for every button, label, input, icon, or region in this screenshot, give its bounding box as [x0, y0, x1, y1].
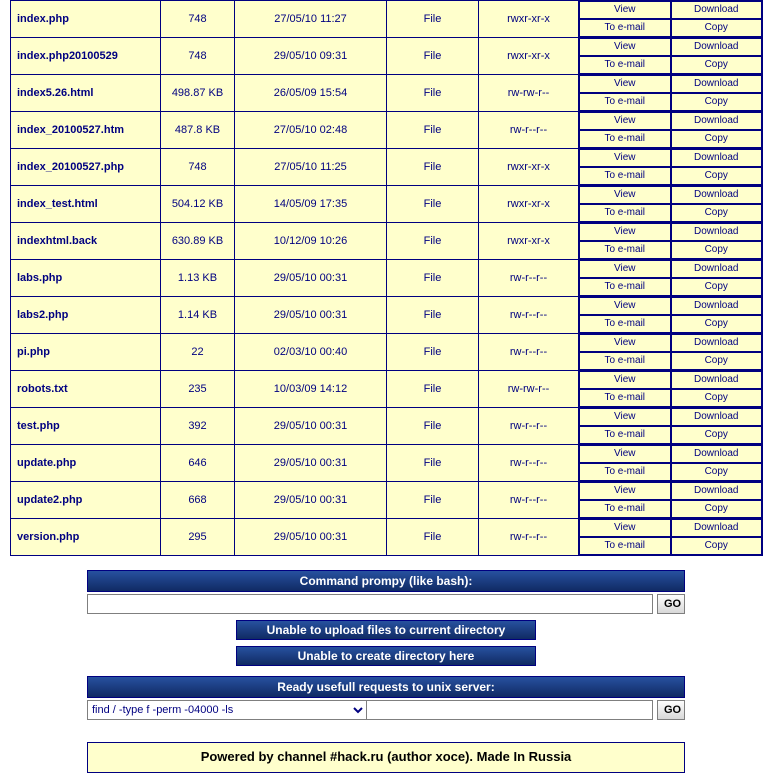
to-email-button[interactable]: To e-mail: [579, 130, 671, 148]
file-actions-cell: [579, 112, 763, 149]
download-button[interactable]: Download: [671, 1, 763, 19]
file-type-cell: File: [387, 1, 479, 38]
file-date-cell: 29/05/10 00:31: [235, 519, 387, 556]
copy-button[interactable]: Copy: [671, 389, 763, 407]
download-button[interactable]: Download: [671, 260, 763, 278]
to-email-button[interactable]: To e-mail: [579, 278, 671, 296]
file-perm-cell: rw-rw-r--: [479, 75, 579, 112]
view-button[interactable]: View: [579, 186, 671, 204]
command-go-button[interactable]: GO: [657, 594, 685, 614]
copy-button[interactable]: Copy: [671, 56, 763, 74]
file-date-cell: 29/05/10 00:31: [235, 297, 387, 334]
table-row: [11, 149, 763, 186]
file-actions-cell: [579, 223, 763, 260]
view-button[interactable]: View: [579, 408, 671, 426]
file-date-cell: 29/05/10 00:31: [235, 445, 387, 482]
file-size-cell: 504.12 KB: [161, 186, 235, 223]
ready-requests-row: [87, 700, 685, 720]
download-button[interactable]: Download: [671, 112, 763, 130]
table-row: [11, 38, 763, 75]
view-button[interactable]: View: [579, 482, 671, 500]
copy-button[interactable]: Copy: [671, 19, 763, 37]
file-name-cell[interactable]: pi.php: [11, 334, 161, 371]
file-perm-cell: rw-r--r--: [479, 297, 579, 334]
file-size-cell: 668: [161, 482, 235, 519]
file-type-cell: File: [387, 408, 479, 445]
file-name-cell[interactable]: labs2.php: [11, 297, 161, 334]
view-button[interactable]: View: [579, 223, 671, 241]
file-actions-cell: [579, 260, 763, 297]
to-email-button[interactable]: To e-mail: [579, 500, 671, 518]
file-actions-cell: [579, 38, 763, 75]
view-button[interactable]: View: [579, 112, 671, 130]
file-type-cell: File: [387, 519, 479, 556]
file-size-cell: 235: [161, 371, 235, 408]
table-row: [11, 482, 763, 519]
file-perm-cell: rw-r--r--: [479, 445, 579, 482]
download-button[interactable]: Download: [671, 519, 763, 537]
file-size-cell: 1.13 KB: [161, 260, 235, 297]
command-prompt-block: [87, 570, 685, 614]
to-email-button[interactable]: To e-mail: [579, 537, 671, 555]
file-type-cell: File: [387, 445, 479, 482]
copy-button[interactable]: Copy: [671, 426, 763, 444]
to-email-button[interactable]: To e-mail: [579, 315, 671, 333]
view-button[interactable]: View: [579, 260, 671, 278]
file-perm-cell: rw-rw-r--: [479, 371, 579, 408]
command-input[interactable]: [87, 594, 653, 614]
to-email-button[interactable]: To e-mail: [579, 19, 671, 37]
file-size-cell: 22: [161, 334, 235, 371]
tools-panel: [0, 570, 772, 773]
file-perm-cell: rwxr-xr-x: [479, 223, 579, 260]
file-perm-cell: rw-r--r--: [479, 519, 579, 556]
file-listing-table: [10, 0, 763, 556]
file-size-cell: 392: [161, 408, 235, 445]
download-button[interactable]: Download: [671, 445, 763, 463]
file-listing-body: [11, 1, 763, 556]
file-date-cell: 27/05/10 11:27: [235, 1, 387, 38]
file-date-cell: 10/12/09 10:26: [235, 223, 387, 260]
download-button[interactable]: Download: [671, 149, 763, 167]
file-actions-cell: [579, 75, 763, 112]
copy-button[interactable]: Copy: [671, 537, 763, 555]
file-actions-cell: [579, 1, 763, 38]
file-date-cell: 14/05/09 17:35: [235, 186, 387, 223]
ready-requests-title: Ready usefull requests to unix server:: [87, 676, 685, 698]
file-perm-cell: rw-r--r--: [479, 260, 579, 297]
file-name-cell[interactable]: index_20100527.php: [11, 149, 161, 186]
to-email-button[interactable]: To e-mail: [579, 241, 671, 259]
file-actions-cell: [579, 186, 763, 223]
table-row: [11, 371, 763, 408]
table-row: [11, 334, 763, 371]
copy-button[interactable]: Copy: [671, 167, 763, 185]
file-name-cell[interactable]: index_20100527.htm: [11, 112, 161, 149]
file-size-cell: 748: [161, 149, 235, 186]
file-date-cell: 02/03/10 00:40: [235, 334, 387, 371]
file-size-cell: 748: [161, 38, 235, 75]
to-email-button[interactable]: To e-mail: [579, 389, 671, 407]
file-type-cell: File: [387, 260, 479, 297]
file-type-cell: File: [387, 482, 479, 519]
file-type-cell: File: [387, 223, 479, 260]
table-row: [11, 297, 763, 334]
upload-unavailable-notice: Unable to upload files to current directory: [236, 620, 536, 640]
file-date-cell: 26/05/09 15:54: [235, 75, 387, 112]
file-perm-cell: rw-r--r--: [479, 334, 579, 371]
file-actions-cell: [579, 408, 763, 445]
file-type-cell: File: [387, 38, 479, 75]
view-button[interactable]: View: [579, 445, 671, 463]
file-name-cell[interactable]: robots.txt: [11, 371, 161, 408]
file-name-cell[interactable]: version.php: [11, 519, 161, 556]
file-date-cell: 27/05/10 02:48: [235, 112, 387, 149]
table-row: [11, 186, 763, 223]
table-row: [11, 223, 763, 260]
to-email-button[interactable]: To e-mail: [579, 352, 671, 370]
copy-button[interactable]: Copy: [671, 352, 763, 370]
file-date-cell: 29/05/10 00:31: [235, 482, 387, 519]
file-type-cell: File: [387, 186, 479, 223]
file-size-cell: 498.87 KB: [161, 75, 235, 112]
file-size-cell: 295: [161, 519, 235, 556]
to-email-button[interactable]: To e-mail: [579, 463, 671, 481]
mkdir-unavailable-notice: Unable to create directory here: [236, 646, 536, 666]
view-button[interactable]: View: [579, 519, 671, 537]
copy-button[interactable]: Copy: [671, 93, 763, 111]
ready-requests-go-button[interactable]: GO: [657, 700, 685, 720]
table-row: [11, 408, 763, 445]
file-type-cell: File: [387, 112, 479, 149]
copy-button[interactable]: Copy: [671, 278, 763, 296]
file-perm-cell: rwxr-xr-x: [479, 186, 579, 223]
download-button[interactable]: Download: [671, 38, 763, 56]
file-type-cell: File: [387, 334, 479, 371]
file-size-cell: 487.8 KB: [161, 112, 235, 149]
command-prompt-title: Command prompy (like bash):: [87, 570, 685, 592]
ready-requests-spacer: [367, 700, 653, 720]
copy-button[interactable]: Copy: [671, 315, 763, 333]
to-email-button[interactable]: To e-mail: [579, 204, 671, 222]
file-actions-cell: [579, 334, 763, 371]
view-button[interactable]: View: [579, 371, 671, 389]
file-actions-cell: [579, 371, 763, 408]
file-name-cell[interactable]: index_test.html: [11, 186, 161, 223]
file-perm-cell: rwxr-xr-x: [479, 149, 579, 186]
copy-button[interactable]: Copy: [671, 130, 763, 148]
view-button[interactable]: View: [579, 149, 671, 167]
file-date-cell: 10/03/09 14:12: [235, 371, 387, 408]
download-button[interactable]: Download: [671, 334, 763, 352]
to-email-button[interactable]: To e-mail: [579, 426, 671, 444]
file-type-cell: File: [387, 149, 479, 186]
file-date-cell: 29/05/10 09:31: [235, 38, 387, 75]
file-name-cell[interactable]: labs.php: [11, 260, 161, 297]
file-actions-cell: [579, 519, 763, 556]
copy-button[interactable]: Copy: [671, 241, 763, 259]
command-prompt-row: [87, 594, 685, 614]
table-row: [11, 1, 763, 38]
file-actions-cell: [579, 445, 763, 482]
download-button[interactable]: Download: [671, 297, 763, 315]
file-type-cell: File: [387, 297, 479, 334]
file-perm-cell: rwxr-xr-x: [479, 38, 579, 75]
file-size-cell: 630.89 KB: [161, 223, 235, 260]
table-row: [11, 112, 763, 149]
to-email-button[interactable]: To e-mail: [579, 167, 671, 185]
file-size-cell: 748: [161, 1, 235, 38]
copy-button[interactable]: Copy: [671, 463, 763, 481]
view-button[interactable]: View: [579, 297, 671, 315]
file-name-cell[interactable]: index.php20100529: [11, 38, 161, 75]
file-date-cell: 27/05/10 11:25: [235, 149, 387, 186]
to-email-button[interactable]: To e-mail: [579, 93, 671, 111]
file-name-cell[interactable]: indexhtml.back: [11, 223, 161, 260]
download-button[interactable]: Download: [671, 75, 763, 93]
file-actions-cell: [579, 297, 763, 334]
file-size-cell: 646: [161, 445, 235, 482]
table-row: [11, 445, 763, 482]
copy-button[interactable]: Copy: [671, 204, 763, 222]
view-button[interactable]: View: [579, 75, 671, 93]
file-type-cell: File: [387, 371, 479, 408]
file-date-cell: 29/05/10 00:31: [235, 408, 387, 445]
view-button[interactable]: View: [579, 334, 671, 352]
footer-credits: Powered by channel #hack.ru (author xoce). Made In Russia: [87, 742, 685, 773]
file-size-cell: 1.14 KB: [161, 297, 235, 334]
file-name-cell[interactable]: index.php: [11, 1, 161, 38]
file-actions-cell: [579, 149, 763, 186]
file-perm-cell: rw-r--r--: [479, 408, 579, 445]
file-perm-cell: rw-r--r--: [479, 482, 579, 519]
ready-requests-select[interactable]: [87, 700, 367, 720]
ready-requests-block: [87, 676, 685, 720]
table-row: [11, 260, 763, 297]
file-perm-cell: rw-r--r--: [479, 112, 579, 149]
download-button[interactable]: Download: [671, 371, 763, 389]
file-type-cell: File: [387, 75, 479, 112]
view-button[interactable]: View: [579, 38, 671, 56]
file-actions-cell: [579, 482, 763, 519]
download-button[interactable]: Download: [671, 482, 763, 500]
table-row: [11, 519, 763, 556]
file-name-cell[interactable]: update2.php: [11, 482, 161, 519]
file-date-cell: 29/05/10 00:31: [235, 260, 387, 297]
copy-button[interactable]: Copy: [671, 500, 763, 518]
download-button[interactable]: Download: [671, 223, 763, 241]
file-perm-cell: rwxr-xr-x: [479, 1, 579, 38]
file-name-cell[interactable]: update.php: [11, 445, 161, 482]
view-button[interactable]: View: [579, 1, 671, 19]
table-row: [11, 75, 763, 112]
file-name-cell[interactable]: test.php: [11, 408, 161, 445]
download-button[interactable]: Download: [671, 408, 763, 426]
to-email-button[interactable]: To e-mail: [579, 56, 671, 74]
file-name-cell[interactable]: index5.26.html: [11, 75, 161, 112]
download-button[interactable]: Download: [671, 186, 763, 204]
